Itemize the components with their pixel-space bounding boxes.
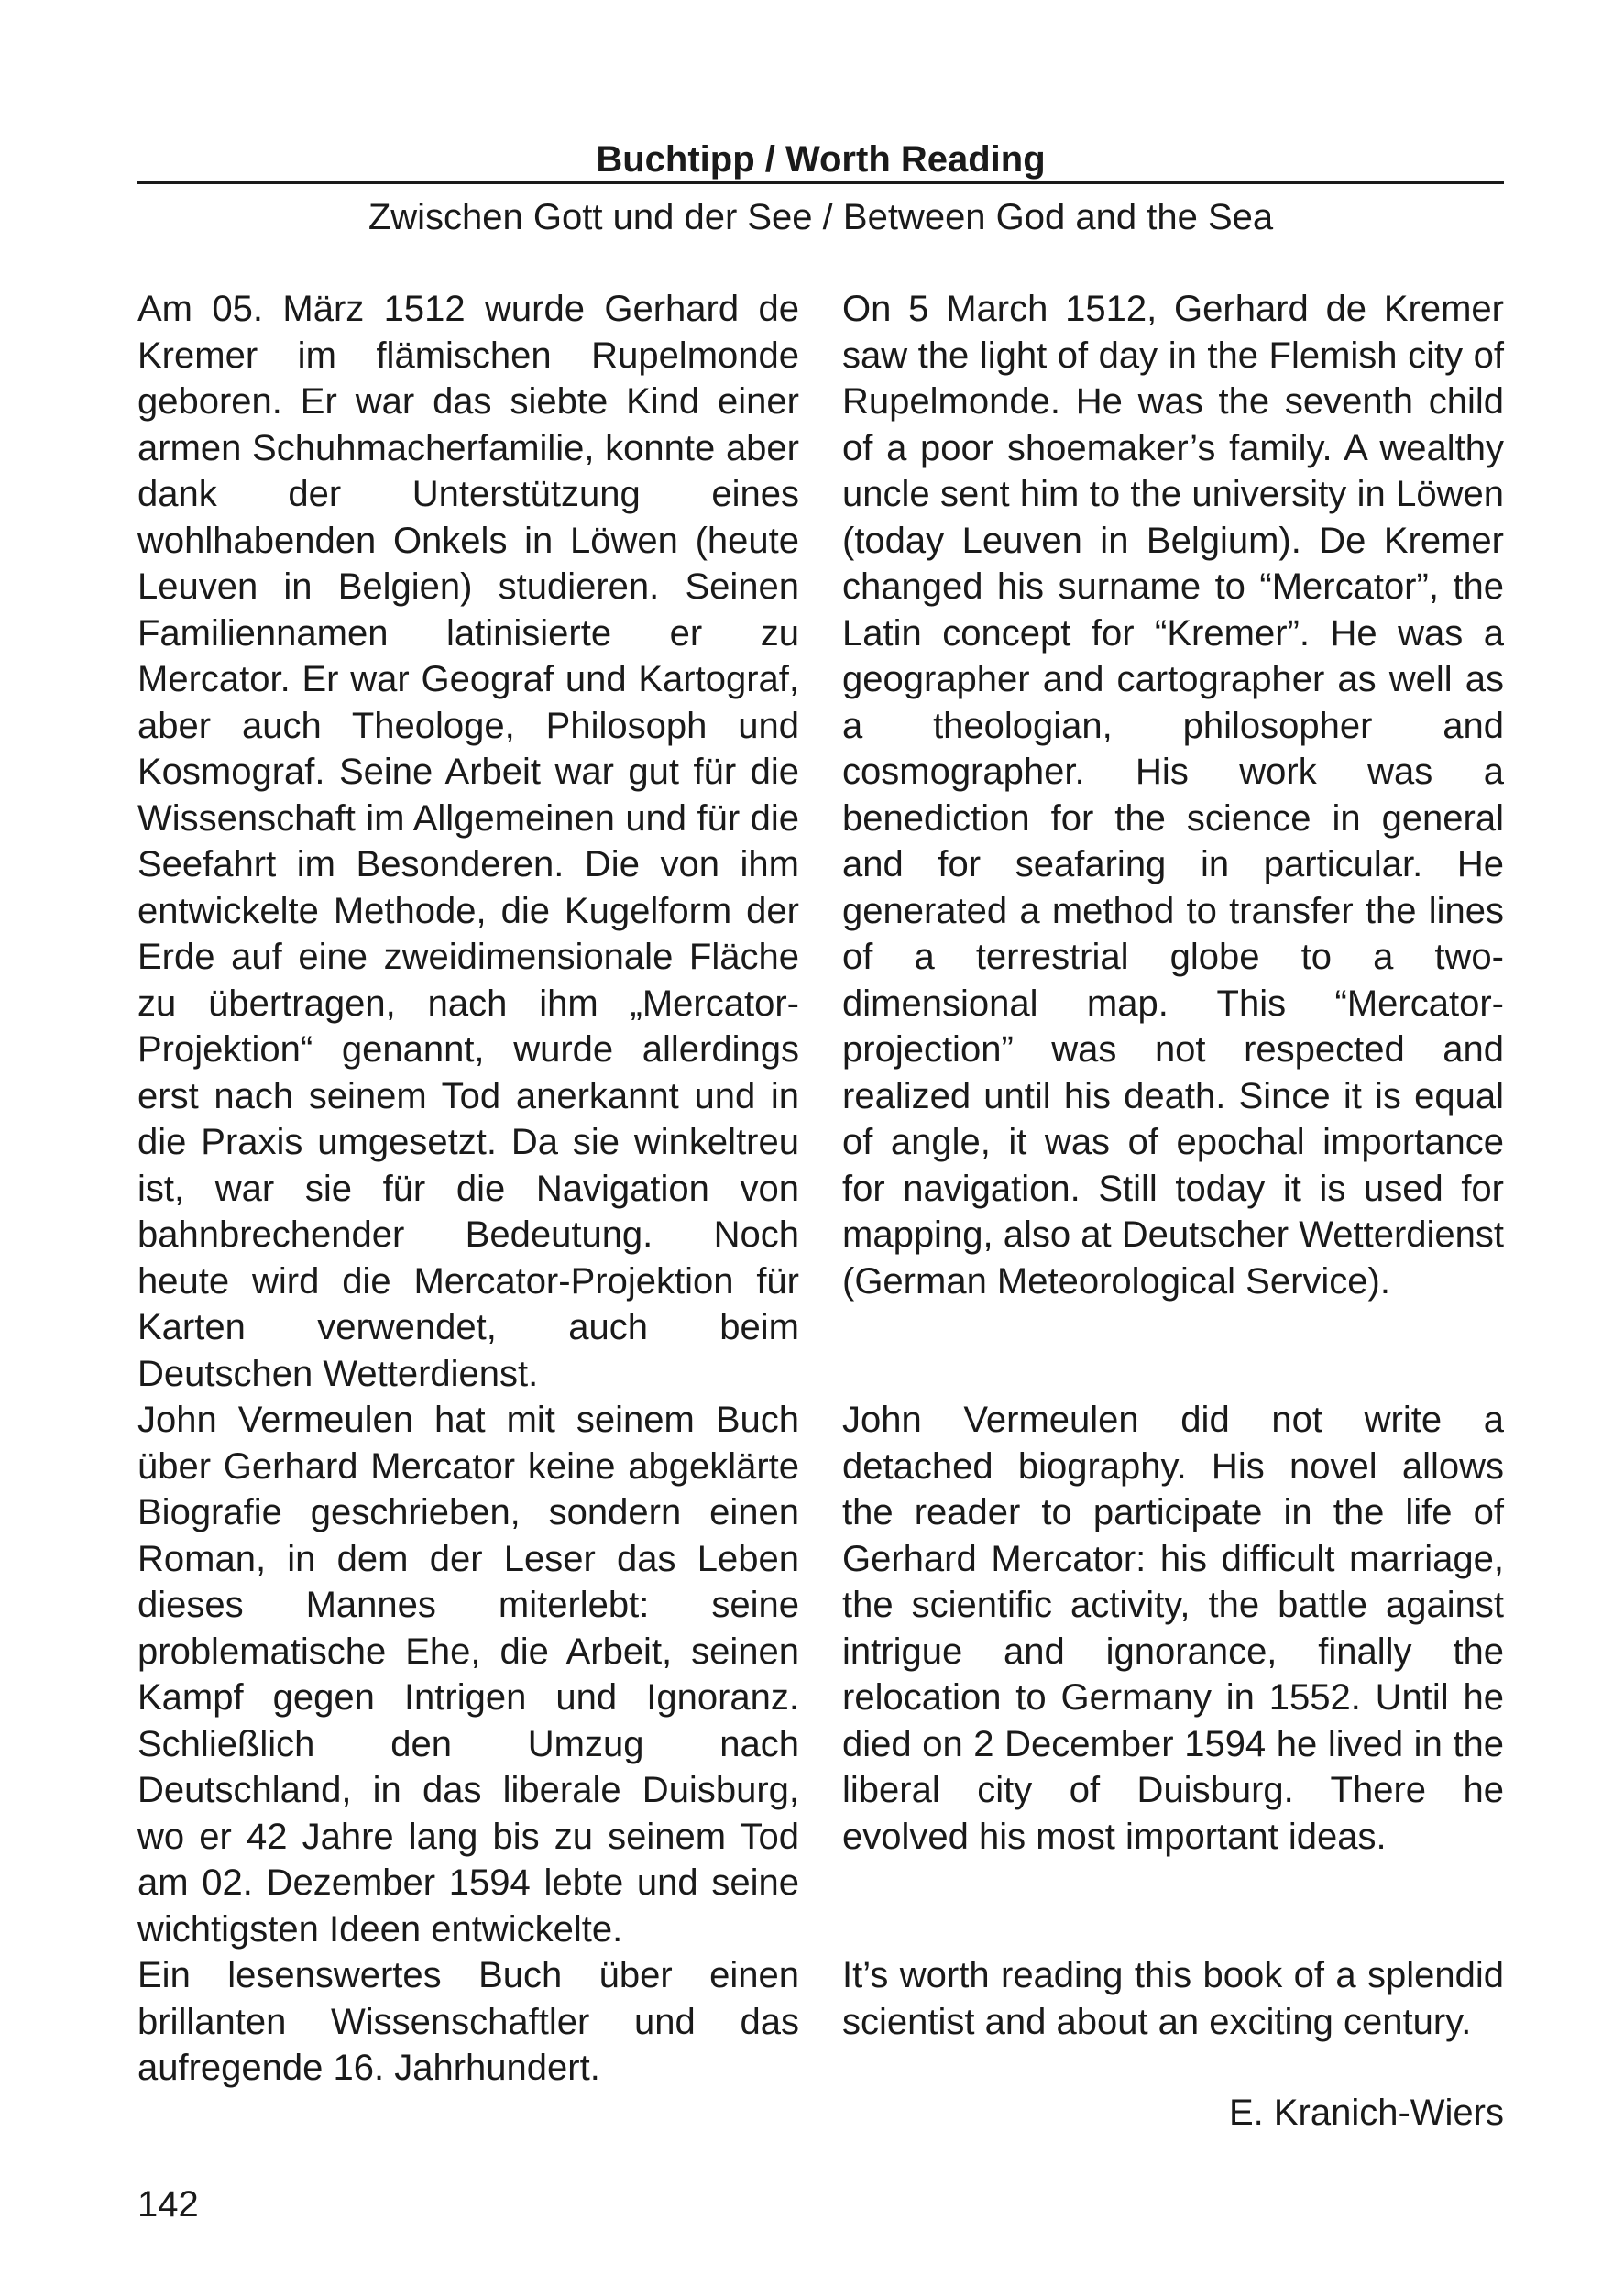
german-paragraph-1: Am 05. März 1512 wurde Gerhard de Kremer im flämischen Rupelmonde geboren. Er war das siebte Kind einer armen Schuhmacherfamilie, konnte aber dank der Unterstützung eines wohlhabenden Onkels in Löwen (heute Leuven in Belgien) studieren. Seinen Familiennamen latinisierte er zu Mercator. Er war Geograf und Kartograf, aber auch Theologe, Philosoph und Kosmograf. Seine Arbeit war gut für die Wissenschaft im Allgemeinen und für die Seefahrt im Besonderen. Die von ihm entwickelte Methode, die Kugelform der Erde auf eine zweidimensionale Fläche zu übertragen, nach ihm „Mercator-Projektion“ genannt, wurde allerdings erst nach seinem Tod anerkannt und in die Praxis umgesetzt. Da sie winkeltreu ist, war sie für die Navigation von bahnbrechender Bedeutung. Noch heute wird die Mercator-Projektion für Karten verwendet, auch beim Deutschen Wetterdienst. <box>137 289 799 1394</box>
english-paragraph-1: On 5 March 1512, Gerhard de Kremer saw the light of day in the Flemish city of Rupelmonde. He was the seventh child of a poor shoemaker’s family. A wealthy uncle sent him to the university in Löwen (today Leuven in Belgium). De Kremer changed his surname to “Mercator”, the Latin concept for “Kremer”. He was a geographer and cartographer as well as a theologian, philosopher and cosmographer. His work was a benediction for the science in general and for seafaring in particular. He generated a method to transfer the lines of a terrestrial globe to a two-dimensional map. This “Mercator-projection” was not respected and realized until his death. Since it is equal of angle, it was of epochal importance for navigation. Still today it is used for mapping, also at Deutscher Wetterdienst (German Meteorological Service). <box>842 289 1504 1302</box>
german-paragraph-2: John Vermeulen hat mit seinem Buch über Gerhard Mercator keine abgeklärte Biografie geschrieben, sondern einen Roman, in dem der Leser das Leben dieses Mannes miterlebt: seine problematische Ehe, die Arbeit, seinen Kampf gegen Intrigen und Ignoranz. Schließlich den Umzug nach Deutschland, in das liberale Duisburg, wo er 42 Jahre lang bis zu seinem Tod am 02. Dezember 1594 lebte und seine wichtigsten Ideen entwickelte. <box>137 1400 799 1950</box>
page-number: 142 <box>137 2184 199 2225</box>
paragraph-spacer <box>842 1304 1504 1351</box>
section-title: Buchtipp / Worth Reading <box>596 139 1046 180</box>
paragraph-spacer <box>842 1860 1504 1906</box>
german-paragraph-3: Ein lesenswertes Buch über einen brillanten Wissenschaftler und das aufregende 16. Jahrhundert. <box>137 1955 799 2088</box>
english-paragraph-3: It’s worth reading this book of a splendid scientist and about an exciting century. <box>842 1955 1504 2042</box>
author-signature: E. Kranich-Wiers <box>1228 2093 1504 2133</box>
header-divider <box>137 181 1504 184</box>
german-column <box>137 286 799 2092</box>
english-paragraph-2: John Vermeulen did not write a detached biography. His novel allows the reader to participate in the life of Gerhard Mercator: his difficult marriage, the scientific activity, the battle against intrigue and ignorance, finally the relocation to Germany in 1552. Until he died on 2 December 1594 he lived in the liberal city of Duisburg. There he evolved his most important ideas. <box>842 1400 1504 1857</box>
book-title: Zwischen Gott und der See / Between God and the Sea <box>368 197 1274 237</box>
paragraph-spacer <box>842 1351 1504 1398</box>
english-column <box>842 286 1504 2045</box>
paragraph-spacer <box>842 1906 1504 1953</box>
